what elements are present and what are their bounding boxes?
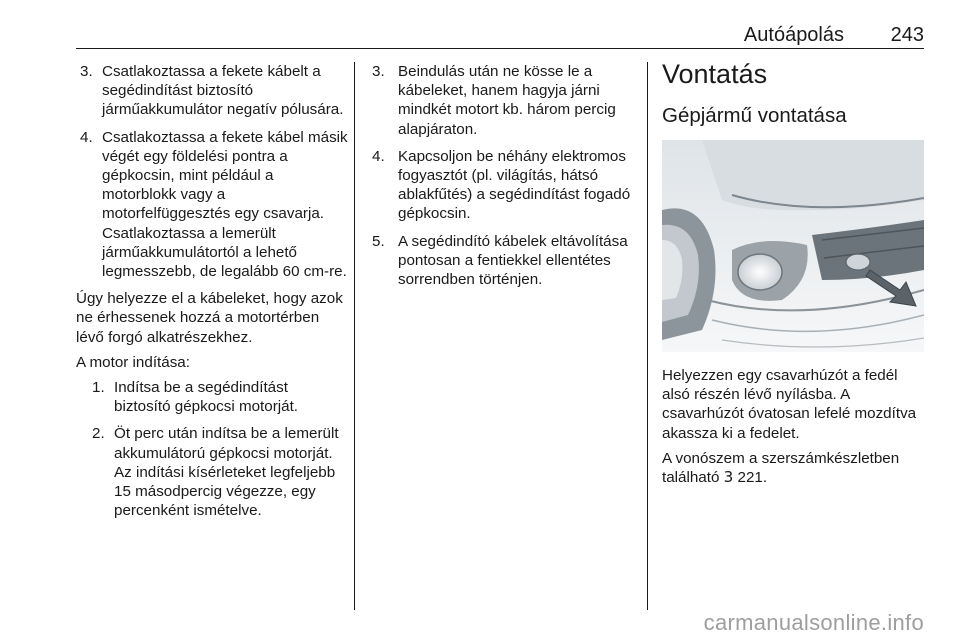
list-item-text: Csatlakoztassa a fekete kábelt a segédindítást biztosító járműakkumulátor negatív pólusára. [102,63,344,119]
list-item-number: 2. [92,425,105,443]
section-heading: Vontatás [662,59,768,89]
column-divider [354,62,355,610]
list-item-text: Öt perc után indítsa be a lemerült akkumulátorú gépkocsi motorját. Az indítási kísérleteket legfeljebb 15 másodpercig végezze, egy percenként ismételve. [114,425,339,520]
page-header [76,18,924,49]
subsection-heading: Gépjármű vontatása [662,104,847,127]
list-item [76,62,348,120]
steps-list-continued [76,62,348,281]
paragraph-cover-removal: Helyezzen egy csavarhúzót a fedél alsó részén lévő nyílásba. A csavarhúzót óvatosan lefelé mozdítva akassza ki a fedelet. [662,367,917,442]
engine-start-list [88,378,348,520]
list-item [88,378,348,416]
list-item-text: Kapcsoljon be néhány elektromos fogyasztót (pl. világítás, hátsó ablakfűtés) a segédindítást fogadó gépkocsin. [398,147,631,223]
list-item-text: A segédindító kábelek eltávolítása pontosan a fentiekkel ellentétes sorrendben történjen. [398,232,628,289]
watermark-text: carmanualsonline.info [703,610,924,635]
column-middle [372,62,638,297]
paragraph-engine-start-intro: A motor indítása: [76,353,190,371]
list-item-text: Csatlakoztassa a fekete kábel másik végét egy földelési pontra a gépkocsin, mint például a motorblokk vagy a motorfelfüggesztés egy csavarja. Csatlakoztassa a lemerült járműakkumulátortól a lehető legmesszebb, de legalább 60 cm-re. [102,128,348,281]
section-title: Autóápolás [743,24,844,46]
list-item [372,147,638,224]
list-item [88,424,348,520]
list-item-text: Beindulás után ne kösse le a kábeleket, hanem hagyja járni mindkét motort kb. három percig alapjáraton. [398,63,616,138]
list-item [372,62,638,139]
bumper-drawing [662,140,924,352]
page-reference-number[interactable]: 221. [733,469,768,487]
towing-eye-text: A vonószem a szerszámkészletben található [662,449,900,487]
list-item-number: 5. [372,232,385,250]
paragraph-towing-eye-location [662,449,924,487]
list-item [372,232,638,290]
column-divider [647,62,648,610]
list-item-number: 4. [80,128,93,146]
bumper-illustration [662,140,924,352]
list-item-text: Indítsa be a segédindítást biztosító gépkocsi motorját. [114,379,299,416]
paragraph-cable-placement: Úgy helyezze el a kábeleket, hogy azok ne érhessenek hozzá a motortérben lévő forgó alkatrészekhez. [76,290,343,346]
list-item-number: 3. [372,63,385,80]
list-item-number: 1. [92,379,105,397]
page-number: 243 [890,24,924,46]
column-left [76,62,348,528]
steps-list [372,62,638,289]
list-item [76,128,348,282]
list-item-number: 4. [372,147,385,165]
column-right [662,59,924,493]
list-item-number: 3. [80,63,93,80]
page-reference-symbol[interactable]: 3 [723,468,734,487]
